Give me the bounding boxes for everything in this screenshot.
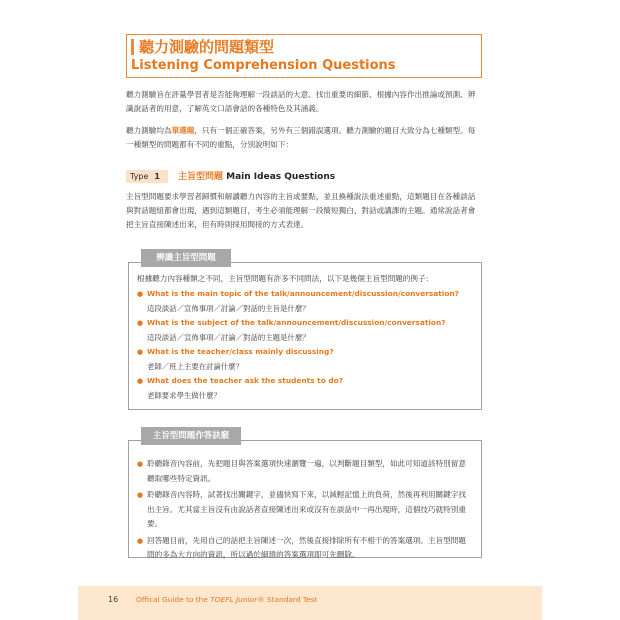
tip-text: 聆聽錄音內容前，先把題目與答案選項快速瀏覽一遍，以判斷題目類型，如此可知道該特別留意聽取哪些特定資訊。 <box>147 459 466 483</box>
chapter-title-zh: 聽力測驗的問題類型 <box>139 38 275 56</box>
tip-item <box>137 488 473 532</box>
page-number: 16 <box>108 595 119 604</box>
intro-paragraph-1: 聽力測驗旨在評量學習者是否能夠理解一段談話的大意、找出重要的細節、根據內容作出推論或預測、辨識說話者的用意，了解英文口語會話的各種特色及其涵義。 <box>126 90 476 113</box>
answering-tips-box <box>128 431 482 559</box>
answering-tips-tab: 主旨型問題作答訣竅 <box>141 427 241 445</box>
type-label-badge <box>126 170 168 183</box>
question-zh: 老師／班上主要在討論什麼？ <box>147 361 244 371</box>
title-accent-bar <box>131 39 134 55</box>
question-en: What is the subject of the talk/announcement/discussion/conversation? <box>147 318 446 327</box>
identify-questions-box <box>128 253 482 410</box>
bullet-icon: ● <box>137 348 144 356</box>
intro-p2-highlight: 單選題 <box>171 126 195 135</box>
tip-item <box>137 534 473 563</box>
footer-title-after: ® Standard Test <box>257 595 318 604</box>
example-question <box>137 287 477 316</box>
tip-item <box>137 457 473 486</box>
type-title-en: Main Ideas Questions <box>226 172 336 182</box>
bullet-icon: ● <box>137 491 144 499</box>
footer-book-title <box>136 594 317 606</box>
bullet-icon: ● <box>137 536 144 545</box>
example-question <box>137 345 477 374</box>
intro-p2-after: ，只有一個正確答案，另外有三個錯誤選項。聽力測驗的題目大致分為七種類型。每一種類型的問題都有不同的重點，分別說明如下： <box>126 126 476 149</box>
question-zh: 老師要求學生做什麼？ <box>147 390 221 400</box>
type-description: 主旨型問題要求學習者歸慣和解讀聽力內容的主旨或要點，並且換種說法重述重點，這類題目在各種談話與對話題組都會出現，遇到這類題目，考生必須能理解一段簡短獨白、對話或講課的主題。通常說話者會把主旨直接陳述出來，但有時則採用間接的方式表達。 <box>126 192 476 229</box>
bullet-icon: ● <box>137 377 144 385</box>
footer-title-before: Offical Guide to the <box>136 595 211 604</box>
question-en: What is the teacher/class mainly discussing? <box>147 347 334 356</box>
page <box>78 0 542 620</box>
type-label-text: Type <box>130 172 149 181</box>
bullet-icon: ● <box>137 460 144 468</box>
question-zh: 這段談話／宣佈事項／討論／對話的主題是什麼？ <box>147 332 310 342</box>
chapter-title-box <box>126 34 482 78</box>
type-heading <box>126 168 482 184</box>
type-title <box>178 169 335 185</box>
example-question <box>137 316 477 345</box>
identify-questions-intro: 根據聽力內容種類之不同，主旨型問題有許多不同問法，以下是幾個主旨型問題的例子： <box>137 274 434 283</box>
intro-p2-before: 聽力測驗均為 <box>126 126 172 135</box>
tip-text: 聆聽錄音內容時，試著找出關鍵字，並儘快寫下來，以減輕記憶上的負荷，然後再利用關鍵字找出主旨。尤其當主旨沒有由說話者直接陳述出來或沒有在談話中一再出現時，這個技巧就特別重要。 <box>147 490 466 528</box>
type-title-zh: 主旨型問題 <box>178 172 224 182</box>
bullet-icon: ● <box>137 319 144 327</box>
question-en: What is the main topic of the talk/announcement/discussion/conversation? <box>147 289 459 298</box>
tip-text: 回答題目前，先用自己的話把主旨陳述一次，然後直接排除所有不相干的答案選項。主旨型問題問的多為大方向的資訊，所以過於細瑣的答案選項即可先刪除。 <box>147 535 466 559</box>
chapter-title-en: Listening Comprehension Questions <box>131 58 396 73</box>
question-en: What does the teacher ask the students to do? <box>147 376 343 385</box>
footer-title-italic: TOEFL Junior <box>210 595 258 604</box>
example-question <box>137 374 477 403</box>
identify-questions-tab: 辨識主旨型問題 <box>141 249 231 267</box>
type-number: 1 <box>154 172 160 181</box>
example-question-list <box>137 287 477 403</box>
tips-list <box>137 457 473 565</box>
question-zh: 這段談話／宣佈事項／討論／對話的主旨是什麼？ <box>147 303 310 313</box>
intro-paragraph-2 <box>126 124 482 152</box>
page-footer <box>78 586 542 620</box>
bullet-icon: ● <box>137 290 144 298</box>
